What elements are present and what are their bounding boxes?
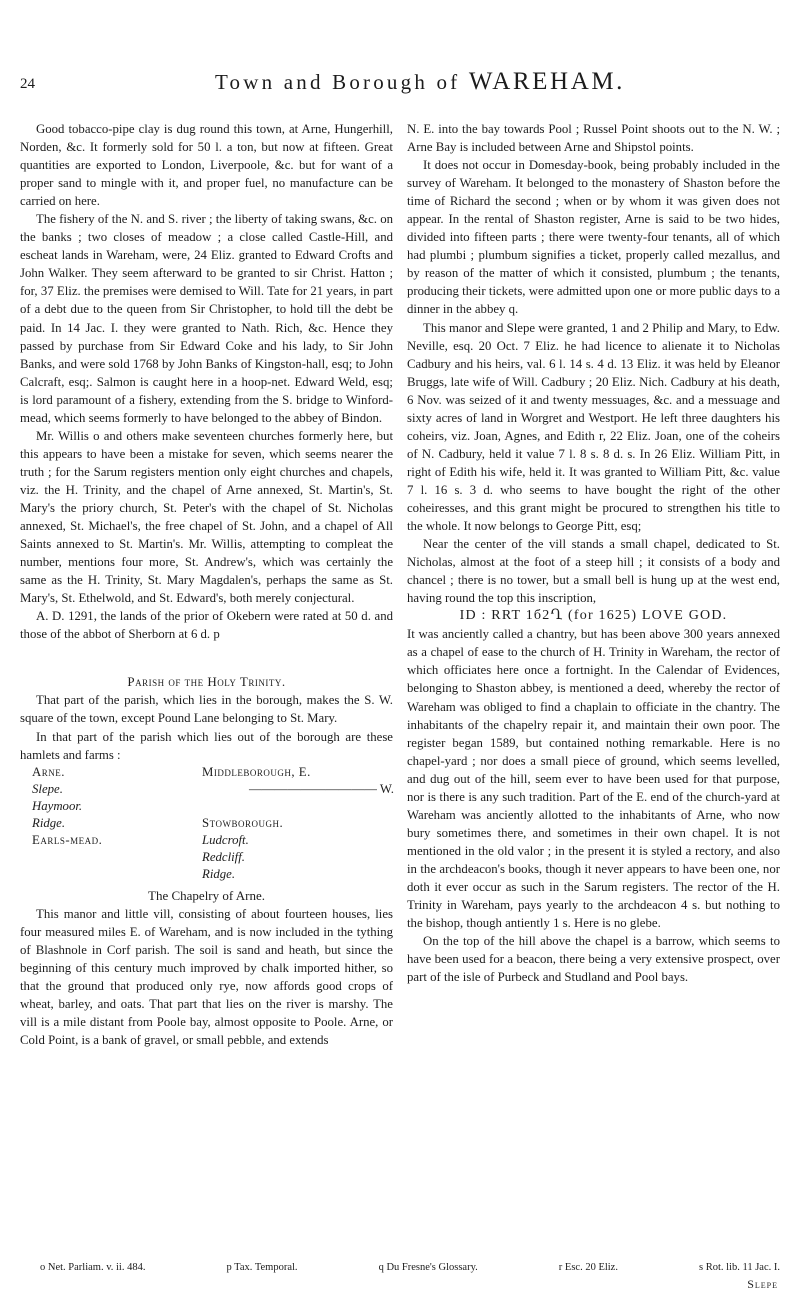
footnotes: [40, 1262, 780, 1273]
hamlet-name: Ridge.: [202, 866, 236, 881]
hamlet-name: [32, 866, 202, 883]
left-column: [20, 120, 393, 1049]
footnote: s Rot. lib. 11 Jac. I.: [699, 1262, 780, 1273]
paragraph: N. E. into the bay towards Pool ; Russel Point shoots out to the N. W. ; Arne Bay is included between Arne and Shipstol points.: [407, 122, 780, 155]
footnote: r Esc. 20 Eliz.: [558, 1262, 618, 1273]
paragraph: It does not occur in Domesday-book, being probably included in the survey of Wareham. It belonged to the monastery of Shaston before the time of Richard the second ; when or by whom it was given does not appear. In the rental of Shaston register, Arne is said to be two hides, divided into fifteen parts ; there were twenty-four tenants, all of which had plumbi ; plumbum signifies a ticket, properly called mezallus, and by reason of the matter of which it consisted, plumbum ; the tenants, producing their tickets, were admitted upon one or more public days to a dinner in the abbey q.: [407, 158, 780, 317]
hamlet-list: [32, 764, 393, 883]
paragraph: Near the center of the vill stands a small chapel, dedicated to St. Nicholas, almost at the foot of a steep hill ; it consists of a body and chancel ; there is no tower, but a small bell is hung up at the west end, having round the top this inscription,: [407, 537, 780, 606]
paragraph: That part of the parish, which lies in the borough, makes the S. W. square of the town, except Pound Lane belonging to St. Mary.: [20, 693, 393, 726]
hamlet-name: Arne.: [32, 764, 65, 779]
hamlet-name: Stowborough.: [202, 815, 284, 830]
paragraph: Good tobacco-pipe clay is dug round this town, at Arne, Hungerhill, Norden, &c. It formerly sold for 50 l. a ton, but now at fifteen. Great quantities are exported to London, Liverpoole, &c. but for want of a proper sand to mingle with it, and proper fuel, no manufacture can be carried on here.: [20, 122, 393, 209]
spacer: [20, 643, 393, 673]
paragraph: On the top of the hill above the chapel is a barrow, which seems to have been used for a beacon, there being a very extensive prospect, over part of the isle of Purbeck and Studland and Pool bays.: [407, 934, 780, 985]
running-title-part1: Town and Borough of: [214, 70, 469, 94]
paragraph: A. D. 1291, the lands of the prior of Okebern were rated at 50 d. and those of the abbot of Sherborn at 6 d. p: [20, 609, 393, 642]
footnote: p Tax. Temporal.: [226, 1262, 298, 1273]
paragraph: This manor and Slepe were granted, 1 and 2 Philip and Mary, to Edw. Neville, esq. 20 Oct. 7 Eliz. he had licence to alienate it to Nicholas Cadbury and his heirs, val. 6 l. 14 s. 4 d. 13 Eliz. it was held by Eleanor Bruggs, late wife of Will. Cadbury ; 20 Eliz. Nich. Cadbury at his death, 6 Nov. was seized of it and twenty messuages, &c. and a messuage and sixty acres of land in Worgret and Westport. He left three daughters his coheirs, viz. Joan, Agnes, and Edith r, 22 Eliz. Joan, one of the coheirs of N. Cadbury, held it value 7 l. 8 s. 8 d. s. In 26 Eliz. William Pitt, in right of Edith his wife, held it. It was granted to William Pitt, &c. value 7 l. 16 s. 3 d. who seems to have bought the right of the other coheiresses, and this grant might be procured to strengthen his title to the whole. It now belongs to George Pitt, esq;: [407, 320, 780, 534]
paragraph: In that part of the parish which lies out of the borough are these hamlets and farms :: [20, 729, 393, 762]
paragraph: It was anciently called a chantry, but has been above 300 years annexed as a chapel of ease to the church of H. Trinity in Wareham, the rector of which officiates here once a fortnight. In the Calendar of Evidences, belonging to Shaston abbey, is mentioned a deed, whereby the rector of Wareham was obliged to find a chaplain to officiate in the chantry. The inhabitants of the chapelry repair it, and maintain their own poor. The register began 1589, but contained nothing remarkable. Here is no chapel-yard ; nor does a small piece of ground, which seems levelled, and dug out of the hill, seem ever to have been used for that purpose, nor is there is any such tradition. Part of the E. end of the church-yard at Wareham was anciently allotted to the inhabitants of Arne, who now bury sometimes there, and sometimes in their own chapel. It is not mentioned in the old valor ; in the present it is styled a rectory, and also in the archdeacon's books, though it never appears to have been one, nor doth it ever occur as such in the Sarum registers. The rector of the H. Trinity in Wareham, pays yearly to the archdeacon 4 s. but nothing to the bishop, though antiently 1 s. Here is no glebe.: [407, 627, 780, 931]
running-title-part2: WAREHAM.: [468, 68, 626, 95]
running-header: [20, 64, 780, 104]
hamlet-name: Haymoor.: [32, 798, 83, 813]
right-column: [407, 120, 780, 986]
hamlet-name: Redcliff.: [202, 849, 245, 864]
bell-inscription: ID : RRT 1б2Ղ (for 1625) LOVE GOD.: [459, 608, 728, 624]
hamlet-name: Ludcroft.: [202, 832, 249, 847]
paragraph: Mr. Willis o and others make seventeen churches formerly here, but this appears to have been a mistake for seven, which seems nearer the truth ; for the Sarum registers mention only eight churches and chapels, viz. the H. Trinity, and the chapel of Arne annexed, St. Martin's, St. Mary's the priory church, St. Peter's with the chapel of St. Nicholas annexed, St. Michael's, the free chapel of St. John, and a chapel of All Saints annexed to St. Martin's. Mr. Willis, attempting to compleat the number, mentions four more, St. Andrew's, which was certainly the same as the H. Trinity, St. Mary Magdalen's, perhaps the same as St. Mary's, St. Ethelwold, and St. Edward's, both merely conjectural.: [20, 428, 393, 606]
paragraph: The fishery of the N. and S. river ; the liberty of taking swans, &c. on the banks ; two closes of meadow ; a close called Castle-Hill, and escheat lands in Wareham, were, 24 Eliz. granted to Edward Crofts and John Walker. They seem afterward to be granted to sir Christ. Hatton ; for, 37 Eliz. the premises were demised to Will. Tate for 21 years, in part of a debt due to the queen from Sir Christopher, to hold till the debt be paid. In 14 Jac. I. they were granted to Nath. Rich, &c. Hence they passed by purchase from Sir Edward Coke and his lady, to Sir John Banks, and were sold 1768 by John Banks of Kingston-hall, esq; to John Calcraft, esq;. Salmon is caught here in a hoop-net. Edward Weld, esq; is lord paramount of a fishery, extending from the S. bridge to Winford-mead, which seems formerly to have belonged to the abbey of Bindon.: [20, 212, 393, 425]
hamlet-name: [32, 849, 202, 866]
catchword: Slepe: [747, 1277, 778, 1291]
hamlet-name: [202, 798, 402, 815]
hamlet-name: Slepe.: [32, 781, 63, 796]
section-heading-parish: Parish of the Holy Trinity.: [127, 674, 286, 690]
hamlet-name: —————————— W.: [248, 781, 394, 796]
hamlet-name: Ridge.: [32, 815, 66, 830]
footnote: o Net. Parliam. v. ii. 484.: [40, 1262, 146, 1273]
paragraph: This manor and little vill, consisting of about fourteen houses, lies four measured miles E. of Wareham, and is now included in the tything of Blashnole in Corf parish. The soil is sand and heath, but since the beginning of this century much improved by chalk imported hither, so that the ground that produced only rye, now affords good crops of wheat, barley, and oats. That part that lies on the river is marshy. The vill is a mile distant from Poole bay, almost opposite to Poole. Arne, or Cold Point, is a bank of gravel, or small pebble, and extends: [20, 906, 393, 1047]
hamlet-name: Earls-mead.: [32, 832, 103, 847]
hamlet-name: Middleborough, E.: [202, 764, 311, 779]
page-number: 24: [20, 76, 35, 92]
section-heading-chapelry: The Chapelry of Arne.: [148, 887, 265, 903]
running-title: [60, 68, 780, 96]
footnote: q Du Fresne's Glossary.: [378, 1262, 478, 1273]
